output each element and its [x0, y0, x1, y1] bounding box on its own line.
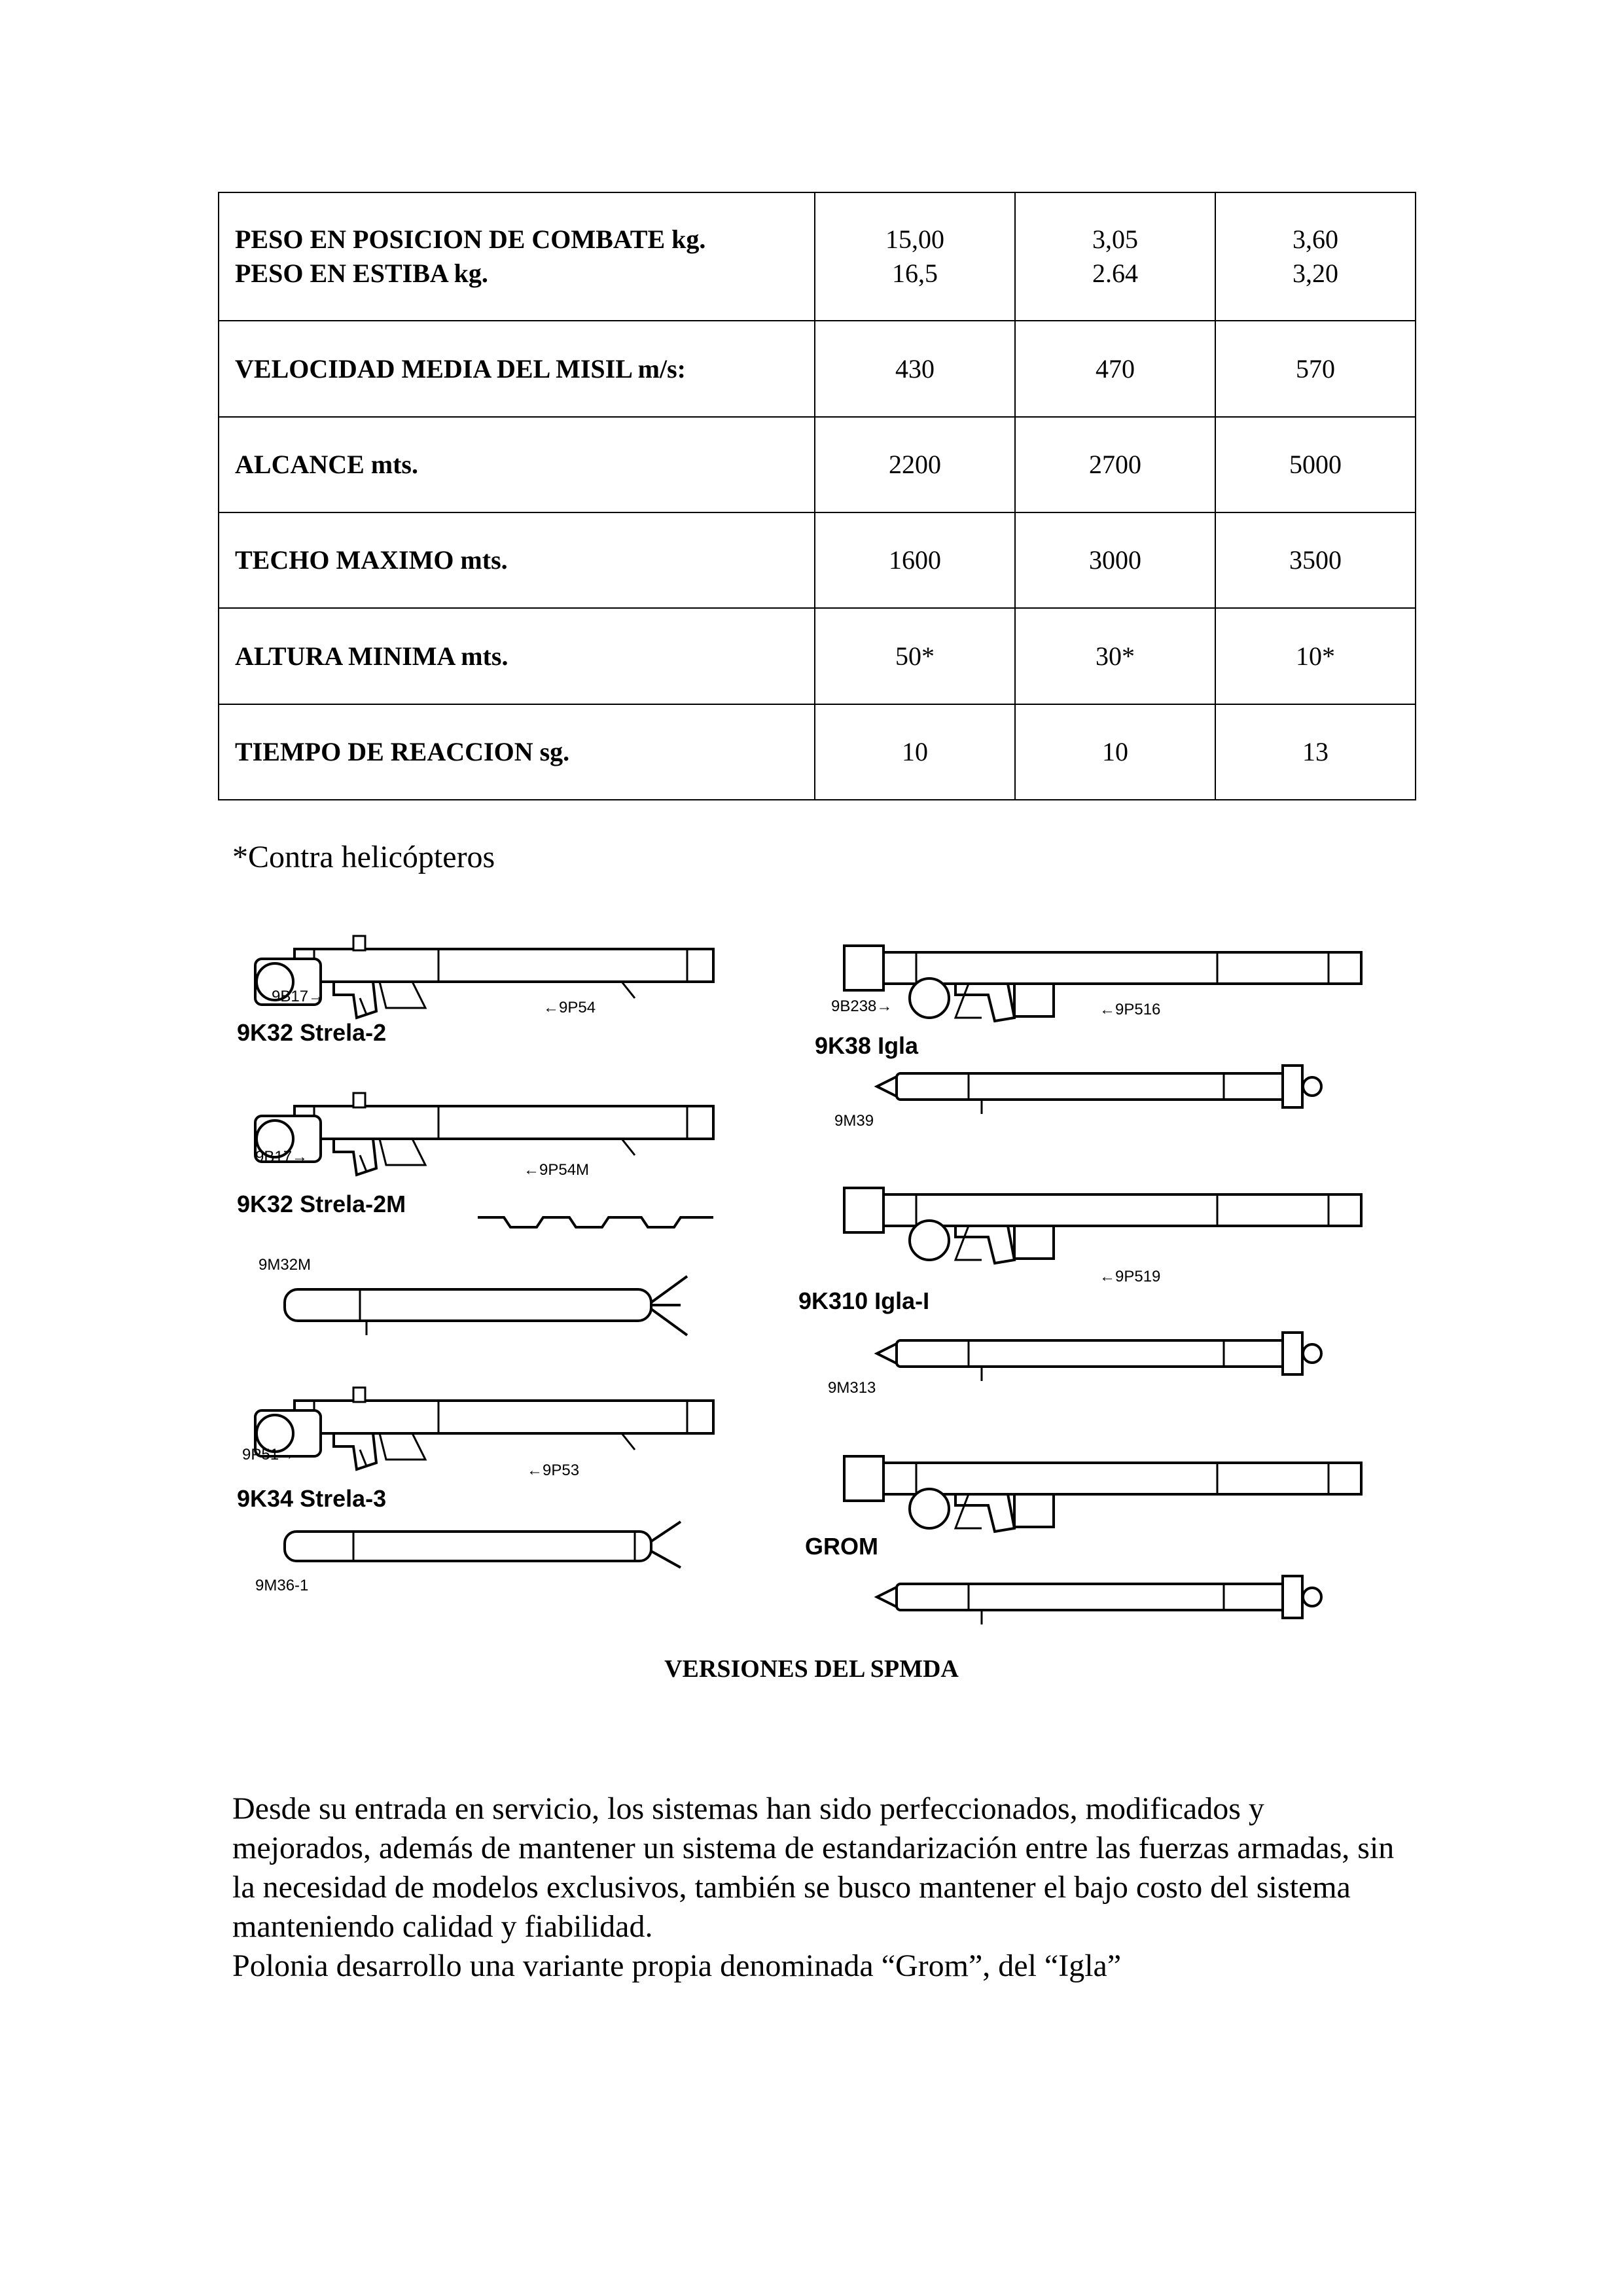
specifications-table	[218, 192, 1416, 800]
row-label: ALCANCE mts.	[219, 417, 815, 512]
label-iglai-missile: 9M313	[828, 1379, 876, 1397]
strela-2-drawing	[255, 936, 713, 1018]
table-row	[219, 512, 1416, 608]
row-label: VELOCIDAD MEDIA DEL MISIL m/s:	[219, 321, 815, 416]
row-label: TECHO MAXIMO mts.	[219, 512, 815, 608]
strela-2m-drawing	[255, 1093, 713, 1175]
value-cell: 30*	[1015, 608, 1215, 704]
missile-9m36-1-drawing	[285, 1522, 681, 1568]
manpads-versions-figure	[223, 910, 1400, 1669]
label-igla-gripstock: 9B238→	[831, 997, 893, 1015]
value-cell: 10	[1015, 704, 1215, 800]
table-row	[219, 321, 1416, 416]
label-igla: 9K38 Igla	[815, 1032, 919, 1059]
label-strela2m-missile: 9M32M	[259, 1256, 312, 1274]
guidance-wire-drawing	[478, 1217, 713, 1227]
label-strela3-missile: 9M36-1	[255, 1577, 309, 1594]
row-label: ALTURA MINIMA mts.	[219, 608, 815, 704]
paragraph: Polonia desarrollo una variante propia denominada “Grom”, del “Igla”	[232, 1948, 1122, 1983]
label-strela2m-launcher: ←9P54M	[524, 1161, 590, 1179]
missile-9m39-drawing	[877, 1066, 1321, 1114]
value-cell: 3,60 3,20	[1215, 192, 1416, 321]
table-row	[219, 192, 1416, 321]
label-strela2-launcher: ←9P54	[543, 999, 596, 1016]
value-cell: 50*	[815, 608, 1015, 704]
footnote: *Contra helicópteros	[232, 840, 495, 874]
missile-9m313-drawing	[877, 1333, 1321, 1381]
missile-9m32m-drawing	[285, 1276, 687, 1335]
value-cell: 570	[1215, 321, 1416, 416]
igla-i-drawing	[844, 1188, 1361, 1263]
label-strela2m: 9K32 Strela-2M	[237, 1191, 406, 1217]
value-cell: 2200	[815, 417, 1015, 512]
value-cell: 3500	[1215, 512, 1416, 608]
row-label: TIEMPO DE REACCION sg.	[219, 704, 815, 800]
value-cell: 2700	[1015, 417, 1215, 512]
paragraph: Desde su entrada en servicio, los sistemas han sido perfeccionados, modificados y mejorados, además de mantener un sistema de estandarización entre las fuerzas armadas, sin la necesidad de modelos exclusivos, también se busco mantener el bajo costo del sistema manteniendo calidad y fiabilidad.	[232, 1791, 1395, 1944]
label-strela3-gripstock: 9P51→	[242, 1446, 295, 1463]
value-cell: 5000	[1215, 417, 1416, 512]
figure-caption: VERSIONES DEL SPMDA	[664, 1655, 959, 1683]
grom-missile-drawing	[877, 1576, 1321, 1624]
label-iglai: 9K310 Igla-I	[798, 1287, 930, 1314]
value-cell: 430	[815, 321, 1015, 416]
label-igla-missile: 9M39	[834, 1112, 874, 1130]
label-strela2-gripstock: 9B17→	[272, 988, 325, 1005]
value-cell: 10*	[1215, 608, 1416, 704]
label-igla-launcher: ←9P516	[1099, 1001, 1161, 1018]
strela-3-drawing	[255, 1388, 713, 1469]
table-row	[219, 704, 1416, 800]
label-grom: GROM	[805, 1533, 878, 1560]
label-strela2m-gripstock: 9B17→	[255, 1148, 308, 1166]
table-row	[219, 608, 1416, 704]
label-strela2: 9K32 Strela-2	[237, 1019, 387, 1046]
table-row	[219, 417, 1416, 512]
label-iglai-launcher: ←9P519	[1099, 1268, 1161, 1285]
body-text	[232, 1789, 1404, 1986]
value-cell: 470	[1015, 321, 1215, 416]
row-label: PESO EN POSICION DE COMBATE kg. PESO EN ESTIBA kg.	[219, 192, 815, 321]
value-cell: 10	[815, 704, 1015, 800]
label-strela3: 9K34 Strela-3	[237, 1485, 387, 1512]
value-cell: 1600	[815, 512, 1015, 608]
grom-drawing	[844, 1456, 1361, 1532]
label-strela3-launcher: ←9P53	[527, 1462, 580, 1479]
value-cell: 15,00 16,5	[815, 192, 1015, 321]
value-cell: 3,05 2.64	[1015, 192, 1215, 321]
value-cell: 13	[1215, 704, 1416, 800]
value-cell: 3000	[1015, 512, 1215, 608]
